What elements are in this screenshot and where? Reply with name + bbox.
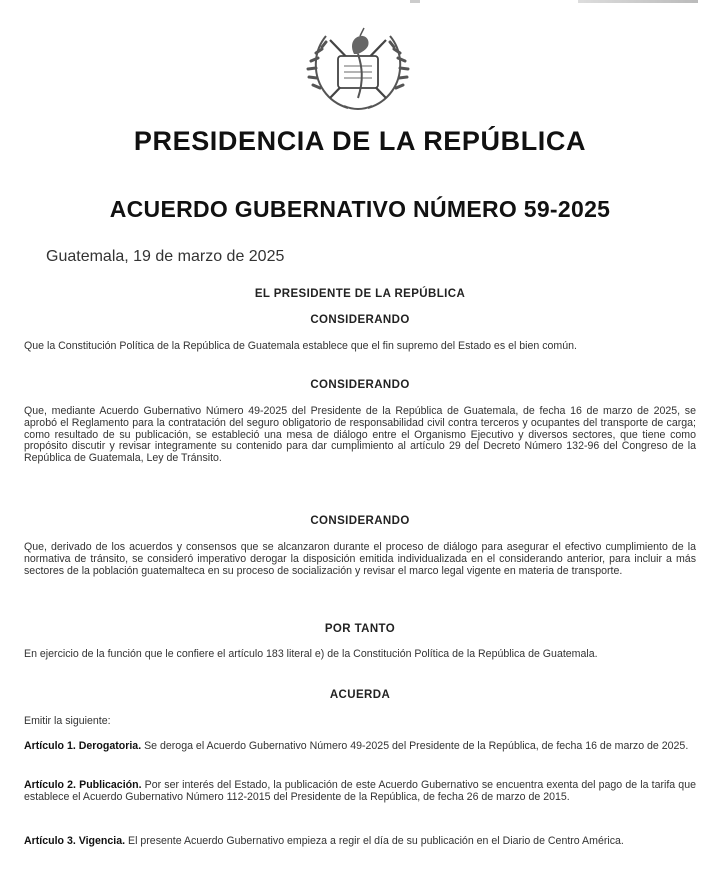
coat-of-arms-guatemala-icon [304,22,412,114]
top-edge-mark [578,0,698,3]
articulo-3 [24,836,696,848]
considerando-heading-2: CONSIDERANDO [310,379,410,391]
presidencia-title: PRESIDENCIA DE LA REPÚBLICA [133,126,587,156]
paragraph-1: Que la Constitución Política de la República de Guatemala establece que el fin supremo del Estado es el bien común. [24,340,577,352]
paragraph-3: Que, derivado de los acuerdos y consensos que se alcanzaron durante el proceso de diálogo para asegurar el efectivo cumplimiento de la normativa de tránsito, se consideró imperativo derogar la disposición emitida individualizada en el considerando anterior, para incluir a más sectores de la población guatemalteca en su proceso de socialización y revisar el marco legal vigente en materia de transporte. [24,541,696,577]
acuerda-heading: ACUERDA [329,689,391,701]
paragraph-2: Que, mediante Acuerdo Gubernativo Número 49-2025 del Presidente de la República de Guatemala, de fecha 16 de marzo de 2025, se aprobó el Reglamento para la contratación del seguro obligatorio de responsabilidad civil contra terceros y ocupantes del transporte de carga; como resultado de su publicación, se estableció una mesa de diálogo entre el Organismo Ejecutivo y diversos sectores, que tiene como propósito discutir y revisar integramente su contenido para dar cumplimiento al artículo 29 del Decreto Número 132-96 del Congreso de la República de Guatemala, Ley de Tránsito. [24,405,696,465]
articulo-2 [24,780,696,804]
considerando-heading-3: CONSIDERANDO [310,515,410,527]
por-tanto-heading: POR TANTO [324,623,396,635]
articulo-1-text: Se deroga el Acuerdo Gubernativo Número 49-2025 del Presidente de la República, de fecha 16 de marzo de 2025. [141,740,689,752]
articulo-3-text: El presente Acuerdo Gubernativo empieza a regir el día de su publicación en el Diario de Centro América. [125,835,624,847]
articulo-3-title: Artículo 3. Vigencia. [24,835,126,847]
articulo-1-title: Artículo 1. Derogatoria. [24,740,142,752]
paragraph-4: En ejercicio de la función que le confiere el artículo 183 literal e) de la Constitución Política de la República de Guatemala. [24,648,598,660]
articulo-2-title: Artículo 2. Publicación. [24,779,142,791]
el-presidente-heading: EL PRESIDENTE DE LA REPÚBLICA [254,288,466,300]
acuerdo-title: ACUERDO GUBERNATIVO NÚMERO 59-2025 [109,196,611,222]
articulo-2-text: Por ser interés del Estado, la publicación de este Acuerdo Gubernativo se encuentra exenta del pago de la tarifa que establece el Acuerdo Gubernativo Número 112-2015 del Presidente de la República, de fecha 26 de marzo de 2015. [24,779,696,803]
emitir-line: Emitir la siguiente: [24,715,111,727]
date-line: Guatemala, 19 de marzo de 2025 [46,248,285,265]
considerando-heading-1: CONSIDERANDO [310,314,410,326]
top-edge-mark-small [410,0,420,3]
articulo-1 [24,741,696,753]
